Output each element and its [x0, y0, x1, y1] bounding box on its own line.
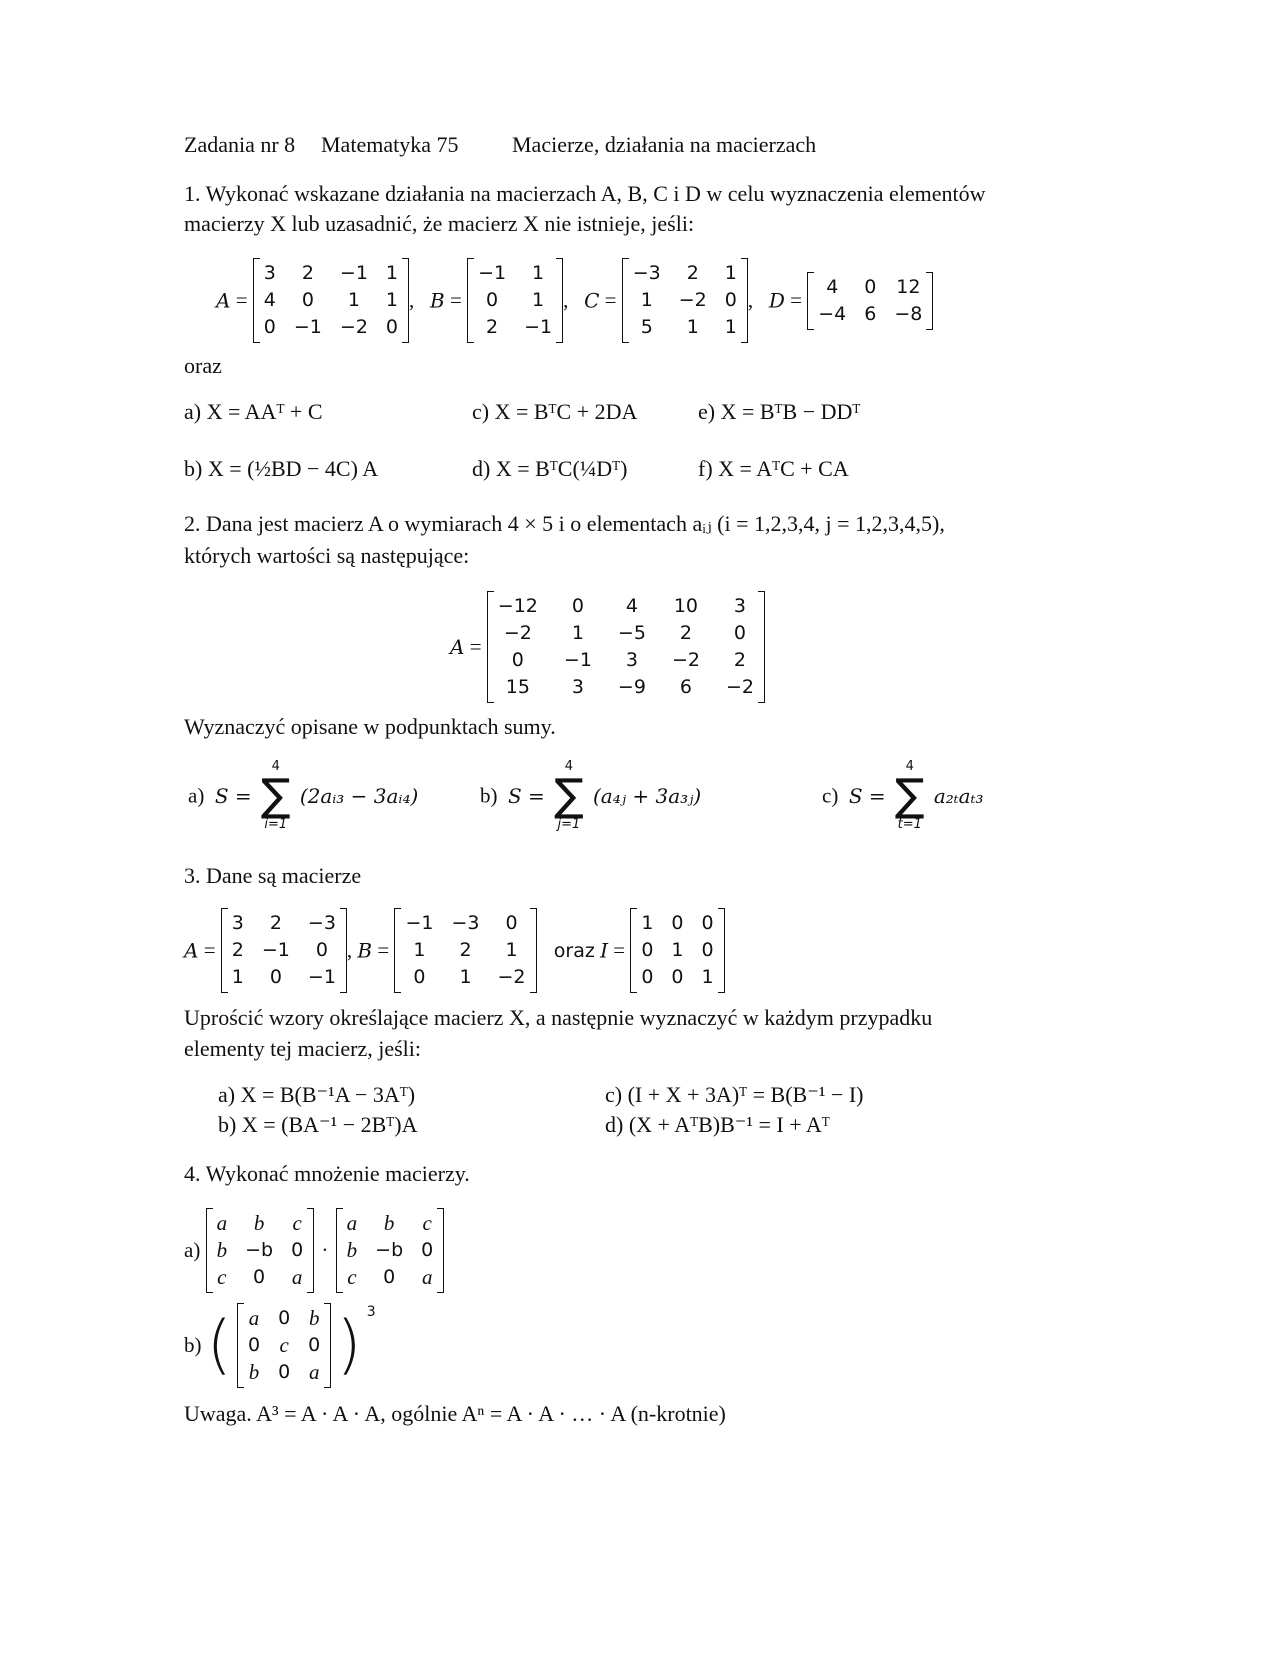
- matrix-cell: a: [308, 1360, 320, 1384]
- matrix-cell: c: [347, 1265, 357, 1289]
- matrix-cell: −3: [632, 262, 661, 284]
- matrix-cell: 1: [640, 289, 653, 311]
- matrix-cell: 2: [686, 262, 699, 284]
- task3-item-d: d) (X + AᵀB)B⁻¹ = I + Aᵀ: [605, 1112, 830, 1137]
- matrix-cell: 0: [308, 1334, 321, 1356]
- matrix-D-grid: [814, 272, 926, 330]
- task3-item-a: a) X = B(B⁻¹A − 3Aᵀ): [218, 1082, 416, 1107]
- matrix-name-B: B: [430, 288, 445, 313]
- matrix-cell: 0: [421, 1239, 434, 1261]
- matrix-cell: 2: [231, 939, 244, 961]
- matrix-cell: 1: [347, 289, 360, 311]
- matrix-cell: 0: [505, 912, 518, 934]
- task1-matrices-row: A = 3 2 −1 1 4 0 1 1 0 −1 −2 0 , B = −1 1 0 1 2 −1 , C = −3 2 1 1 −2 0 5 1 1 , D = 4 0 12 −4 6 −8: [216, 258, 933, 343]
- task3-intro: 3. Dane są macierze: [184, 863, 362, 888]
- matrix-cell: −9: [617, 676, 646, 698]
- matrix-C: [622, 258, 748, 343]
- matrix-cell: −8: [894, 302, 923, 325]
- matrix-cell: b: [346, 1238, 358, 1262]
- sum-a-label: a): [188, 783, 205, 808]
- matrix-cell: 1: [686, 316, 699, 338]
- matrix-name-B3: B: [357, 938, 373, 963]
- matrix-cell: −3: [451, 912, 480, 934]
- matrix-cell: −1: [524, 316, 553, 338]
- matrix-cell: −1: [293, 316, 322, 338]
- matrix-cell: 5: [640, 316, 653, 338]
- task3-instr-1: Uprościć wzory określające macierz X, a następnie wyznaczyć w każdym przypadku: [184, 1005, 933, 1030]
- task4-dot: ·: [321, 1238, 329, 1262]
- matrix-cell: 1: [532, 262, 545, 284]
- left-paren-icon: (: [206, 1308, 232, 1383]
- task1-intro-1: 1. Wykonać wskazane działania na macierzach A, B, C i D w celu wyznaczenia elementów: [184, 181, 986, 206]
- matrix-name-I: I: [600, 938, 608, 963]
- matrix-cell: 6: [864, 302, 877, 325]
- sum-a-term: (2aᵢ₃ − 3aᵢ₄): [299, 784, 419, 808]
- matrix-A3-grid: [228, 908, 340, 993]
- task2-sum-c: [822, 760, 984, 832]
- matrix-cell: 0: [291, 1239, 304, 1261]
- matrix-cell: −1: [261, 939, 290, 961]
- matrix-cell: 0: [253, 1266, 266, 1288]
- matrix-cell: −2: [497, 966, 526, 988]
- matrix-cell: c: [422, 1211, 432, 1235]
- matrix-cell: 0: [864, 275, 877, 298]
- matrix-cell: −5: [617, 622, 646, 644]
- matrix-cell: 0: [263, 316, 276, 338]
- matrix-cell: 0: [413, 966, 426, 988]
- matrix-cell: −1: [307, 966, 336, 988]
- matrix-cell: 2: [486, 316, 499, 338]
- task4-b-matrix: [237, 1303, 331, 1388]
- matrix-cell: −b: [245, 1239, 274, 1261]
- matrix-cell: 0: [701, 912, 714, 934]
- matrix-B-grid: [474, 258, 556, 343]
- matrix-cell: 1: [231, 966, 244, 988]
- matrix-cell: 2: [269, 912, 282, 934]
- matrix-cell: a: [421, 1265, 433, 1289]
- sum-c-lower: t=1: [897, 817, 922, 832]
- matrix-cell: −2: [339, 316, 368, 338]
- matrix-cell: 10: [673, 595, 699, 617]
- sum-b-lhs: S =: [508, 784, 545, 808]
- matrix-A: [253, 258, 409, 343]
- matrix-cell: 3: [571, 676, 584, 698]
- task4-a-matrix-right: [336, 1208, 445, 1293]
- task4-a-label: a): [184, 1238, 201, 1262]
- task2-instruction: Wyznaczyć opisane w podpunktach sumy.: [184, 714, 556, 739]
- matrix-cell: a: [291, 1265, 303, 1289]
- task4-b-grid: [244, 1303, 324, 1388]
- sum-c-term: a₂ₜaₜ₃: [933, 784, 984, 808]
- matrix-cell: 0: [724, 289, 737, 311]
- sum-c-label: c): [822, 783, 839, 808]
- sum-a-lhs: S =: [214, 784, 252, 808]
- task1-oraz: oraz: [184, 353, 222, 378]
- matrix-cell: −1: [339, 262, 368, 284]
- sum-sigma-c: 4 ∑ t=1: [894, 759, 925, 832]
- task1-item-f: f) X = AᵀC + CA: [698, 456, 849, 481]
- task1-item-d: d) X = BᵀC(¼Dᵀ): [472, 456, 628, 481]
- matrix-cell: b: [383, 1211, 395, 1235]
- sum-c-lhs: S =: [848, 784, 886, 808]
- matrix-cell: 2: [459, 939, 472, 961]
- matrix-cell: −1: [563, 649, 592, 671]
- matrix-cell: 12: [896, 275, 921, 298]
- task1-item-b: b) X = (½BD − 4C) A: [184, 456, 379, 481]
- sum-c-upper: 4: [905, 759, 914, 774]
- matrix-cell: 2: [301, 262, 314, 284]
- sum-b-term: (a₄ⱼ + 3a₃ⱼ): [592, 784, 702, 808]
- matrix-cell: 3: [733, 595, 746, 617]
- task4-a-grid-left: [213, 1208, 308, 1293]
- matrix-name-A2: A: [450, 635, 465, 659]
- matrix-cell: 1: [571, 622, 584, 644]
- matrix-cell: 0: [671, 966, 684, 988]
- matrix-cell: c: [292, 1211, 302, 1235]
- header-right: Macierze, działania na macierzach: [512, 132, 817, 157]
- matrix-cell: 0: [701, 939, 714, 961]
- task4-note: Uwaga. A³ = A · A · A, ogólnie Aⁿ = A · A · … · A (n-krotnie): [184, 1401, 726, 1426]
- matrix-cell: −2: [678, 289, 707, 311]
- matrix-cell: a: [216, 1211, 228, 1235]
- matrix-cell: a: [248, 1306, 260, 1330]
- matrix-cell: 0: [511, 649, 524, 671]
- matrix-cell: 0: [486, 289, 499, 311]
- task4-a-row: [184, 1208, 444, 1293]
- matrix-cell: −2: [671, 649, 700, 671]
- matrix-name-A: A: [216, 288, 231, 313]
- task3-oraz: oraz: [553, 939, 595, 962]
- matrix-cell: c: [217, 1265, 227, 1289]
- matrix-cell: a: [346, 1211, 358, 1235]
- matrix-cell: 2: [733, 649, 746, 671]
- matrix-cell: 0: [301, 289, 314, 311]
- matrix-cell: 1: [413, 939, 426, 961]
- matrix-cell: 1: [641, 912, 654, 934]
- matrix-cell: b: [308, 1306, 320, 1330]
- matrix-cell: 3: [231, 912, 244, 934]
- matrix-B3-grid: [401, 908, 529, 993]
- matrix-B: [467, 258, 563, 343]
- task1-item-c: c) X = BᵀC + 2DA: [472, 399, 638, 424]
- task3-instr-2: elementy tej macierz, jeśli:: [184, 1036, 422, 1061]
- matrix-cell: c: [279, 1333, 289, 1357]
- matrix-cell: −12: [497, 595, 538, 617]
- matrix-D: [807, 272, 933, 330]
- matrix-cell: 4: [826, 275, 839, 298]
- task2-intro-2: których wartości są następujące:: [184, 543, 470, 568]
- sum-sigma-a: 4 ∑ i=1: [260, 759, 291, 832]
- right-paren-icon: ): [336, 1308, 362, 1383]
- task4-b-row: [184, 1303, 376, 1388]
- matrix-B3: [394, 908, 536, 993]
- matrix-cell: 1: [701, 966, 714, 988]
- matrix-cell: 0: [641, 939, 654, 961]
- matrix-cell: 1: [505, 939, 518, 961]
- matrix-cell: b: [253, 1211, 265, 1235]
- task1-intro-2: macierzy X lub uzasadnić, że macierz X nie istnieje, jeśli:: [184, 211, 695, 236]
- task3-item-b: b) X = (BA⁻¹ − 2Bᵀ)A: [218, 1112, 418, 1137]
- task2-intro-1: 2. Dana jest macierz A o wymiarach 4 × 5 i o elementach aᵢⱼ (i = 1,2,3,4, j = 1,2,3,4,5),: [184, 511, 945, 536]
- matrix-A3: [221, 908, 347, 993]
- matrix-cell: 0: [269, 966, 282, 988]
- task2-sum-a: [188, 760, 418, 832]
- task2-matrix-row: A = −12 0 4 10 3 −2 1 −5 2 0 0 −1 3 −2 2 15 3 −9 6 −2: [450, 591, 765, 703]
- matrix-I-grid: [637, 908, 717, 993]
- matrix-name-A3: A: [184, 938, 199, 963]
- matrix-name-C: C: [584, 288, 600, 313]
- task4-b-power: 3: [366, 1304, 376, 1321]
- matrix-cell: 0: [383, 1266, 396, 1288]
- task1-item-a: a) X = AAᵀ + C: [184, 399, 323, 424]
- matrix-cell: −b: [375, 1239, 404, 1261]
- matrix-cell: 0: [733, 622, 746, 644]
- matrix-cell: b: [216, 1238, 228, 1262]
- matrix-cell: 0: [247, 1334, 261, 1356]
- matrix-A2-grid: [494, 591, 758, 703]
- matrix-cell: 1: [724, 262, 737, 284]
- task4-a-grid-right: [343, 1208, 438, 1293]
- matrix-cell: −3: [307, 912, 336, 934]
- matrix-cell: 0: [671, 912, 684, 934]
- matrix-cell: 1: [385, 289, 399, 311]
- matrix-cell: −1: [478, 262, 507, 284]
- matrix-A-grid: [260, 258, 402, 343]
- matrix-cell: 1: [385, 262, 399, 284]
- task1-item-e: e) X = BᵀB − DDᵀ: [698, 399, 861, 424]
- sum-b-label: b): [480, 783, 498, 808]
- matrix-cell: 1: [532, 289, 545, 311]
- sum-a-upper: 4: [271, 759, 280, 774]
- task4-a-matrix-left: [206, 1208, 315, 1293]
- sum-a-lower: i=1: [264, 817, 288, 832]
- sum-sigma-b: 4 ∑ j=1: [554, 759, 584, 832]
- task4-intro: 4. Wykonać mnożenie macierzy.: [184, 1161, 470, 1186]
- matrix-cell: 0: [641, 966, 654, 988]
- header-middle: Matematyka 75: [321, 132, 459, 157]
- task3-matrices-row: A = 3 2 −3 2 −1 0 1 0 −1 , B = −1 −3 0 1 2 1 0 1 −2 oraz I = 1 0 0 0 1 0 0 0 1: [184, 908, 725, 993]
- matrix-I: [630, 908, 724, 993]
- matrix-cell: b: [248, 1360, 260, 1384]
- matrix-cell: 1: [724, 316, 737, 338]
- matrix-cell: −4: [818, 302, 847, 325]
- matrix-cell: 4: [625, 595, 638, 617]
- matrix-cell: −1: [405, 912, 434, 934]
- matrix-cell: 1: [671, 939, 684, 961]
- matrix-cell: 3: [263, 262, 276, 284]
- task2-sum-b: [480, 760, 701, 832]
- task3-item-c: c) (I + X + 3A)ᵀ = B(B⁻¹ − I): [605, 1082, 864, 1107]
- matrix-cell: 0: [315, 939, 328, 961]
- task4-b-label: b): [184, 1333, 202, 1357]
- matrix-cell: 1: [459, 966, 472, 988]
- matrix-C-grid: [629, 258, 741, 343]
- matrix-cell: 6: [679, 676, 692, 698]
- sum-b-lower: j=1: [557, 817, 581, 832]
- matrix-cell: 0: [385, 316, 399, 338]
- sum-b-upper: 4: [564, 759, 574, 774]
- matrix-cell: 0: [278, 1361, 291, 1383]
- matrix-cell: 0: [571, 595, 584, 617]
- matrix-cell: −2: [503, 622, 532, 644]
- matrix-cell: 4: [263, 289, 276, 311]
- matrix-cell: 15: [505, 676, 530, 698]
- matrix-cell: 3: [625, 649, 638, 671]
- matrix-cell: −2: [725, 676, 754, 698]
- matrix-A2: [487, 591, 765, 703]
- header-left: Zadania nr 8: [184, 132, 296, 157]
- matrix-name-D: D: [768, 288, 785, 313]
- matrix-cell: 2: [679, 622, 692, 644]
- matrix-cell: 0: [278, 1307, 291, 1329]
